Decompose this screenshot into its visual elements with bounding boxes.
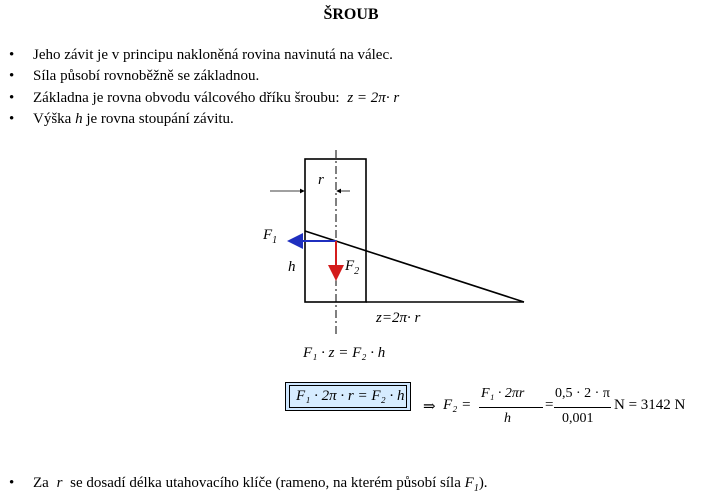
bullet-dot: •	[9, 47, 15, 63]
fraction1-denominator: h	[504, 411, 511, 426]
bullet-dot: •	[9, 68, 15, 84]
bullet-2: • Síla působí rovnoběžně se základnou.	[9, 68, 260, 84]
label-F1: $F_1$	[263, 227, 278, 246]
result-value: N = 3142 N	[614, 397, 686, 413]
page-title: ŠROUB	[323, 6, 379, 23]
bullet-3: • Základna je rovna obvodu válcového dříku šroubu: z = 2π· r	[9, 90, 400, 106]
equals-sign: =	[545, 397, 554, 413]
fraction2-denominator: 0,001	[562, 411, 594, 426]
fraction2-line	[554, 407, 611, 408]
var-h: h	[75, 111, 83, 127]
label-F2: $F_2$	[345, 258, 360, 277]
bullet-dot: •	[9, 111, 15, 127]
fraction1-numerator: F₁ · 2πr	[481, 386, 525, 401]
force-F1-ref: $F_1$	[464, 475, 479, 494]
fraction2-numerator: 0,5 · 2 · π	[555, 386, 610, 401]
var-r: r	[56, 475, 63, 491]
formula-base: z = 2π· r	[347, 90, 400, 106]
equation-moment: F₁ · z = F₂ · h	[303, 345, 386, 361]
bullet-1: • Jeho závit je v principu nakloněná rovina navinutá na válec.	[9, 47, 393, 63]
bullet-5: • Za r se dosadí délka utahovacího klíče (rameno, na kterém působí síla $F_1$).	[9, 475, 488, 494]
implies-arrow: ⇒	[423, 399, 436, 415]
boxed-equation-text: F₁ · 2π · r = F₂ · h	[296, 388, 405, 404]
fraction1-line	[479, 407, 543, 408]
bullet-4: • Výška h je rovna stoupání závitu.	[9, 111, 234, 127]
result-lhs: F₂ =	[443, 397, 472, 413]
label-h: h	[288, 259, 296, 275]
bullet-dot: •	[9, 475, 15, 491]
bullet-dot: •	[9, 90, 15, 106]
label-z: z=2π· r	[376, 310, 421, 326]
incline-hypotenuse	[305, 231, 524, 302]
boxed-equation	[285, 382, 411, 411]
label-r: r	[318, 172, 324, 188]
